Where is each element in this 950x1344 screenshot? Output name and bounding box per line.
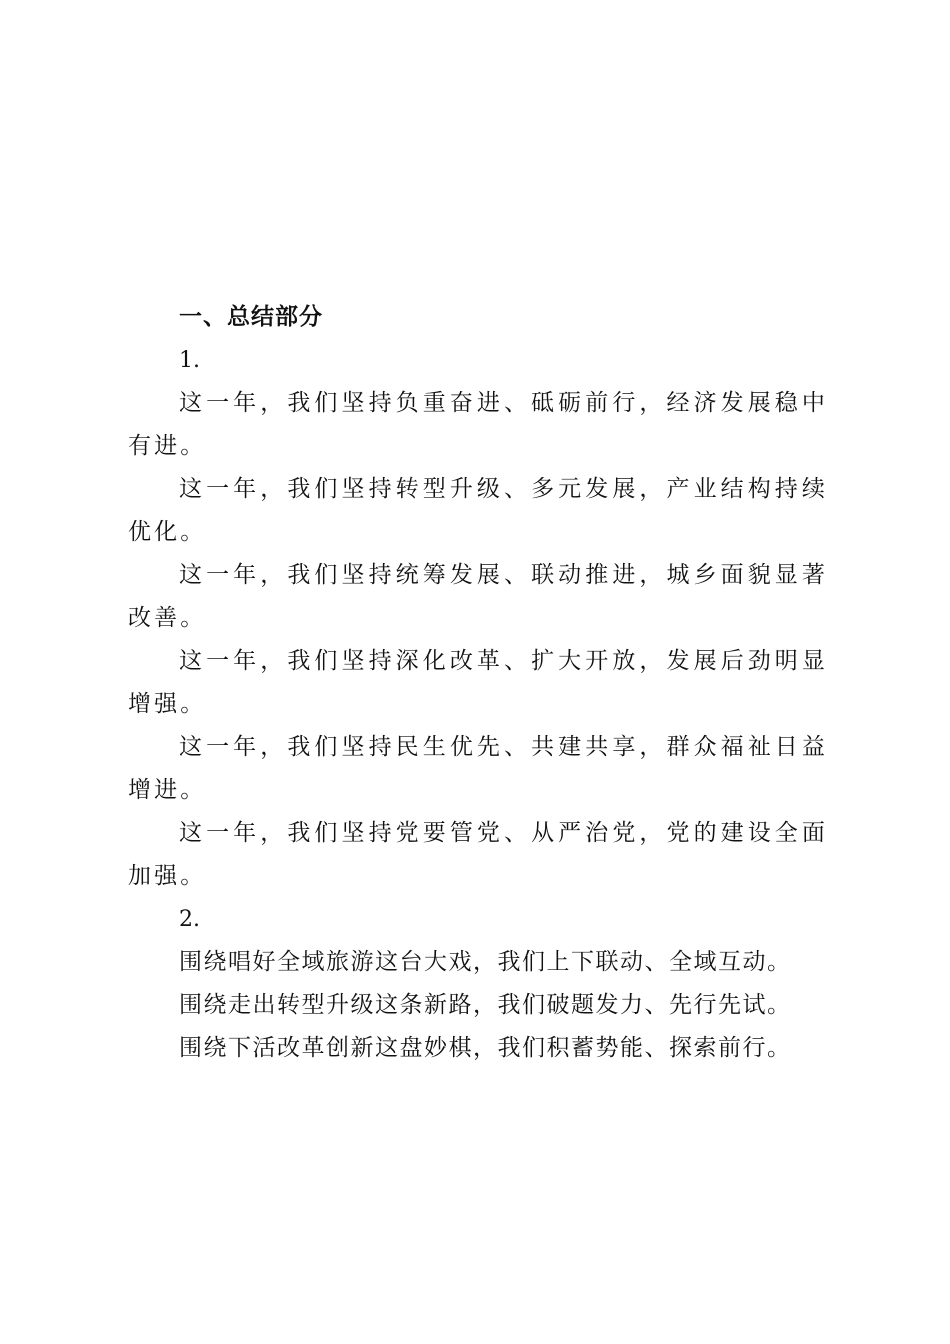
section-2-number: 2. [179, 907, 200, 932]
paragraph-2: 这一年，我们坚持转型升级、多元发展，产业结构持续优化。 [128, 476, 828, 545]
document-body [128, 296, 828, 1070]
section-1-number: 1. [179, 348, 200, 373]
paragraph-1: 这一年，我们坚持负重奋进、砥砺前行，经济发展稳中有进。 [128, 390, 828, 459]
paragraph-5: 这一年，我们坚持民生优先、共建共享，群众福祉日益增进。 [128, 734, 828, 803]
paragraph-4: 这一年，我们坚持深化改革、扩大开放，发展后劲明显增强。 [128, 648, 828, 717]
section-2-line-2: 围绕走出转型升级这条新路，我们破题发力、先行先试。 [179, 992, 792, 1018]
section-2-line-3: 围绕下活改革创新这盘妙棋，我们积蓄势能、探索前行。 [179, 1035, 792, 1061]
section-heading: 一、总结部分 [179, 304, 323, 330]
paragraph-6: 这一年，我们坚持党要管党、从严治党，党的建设全面加强。 [128, 820, 828, 889]
paragraph-3: 这一年，我们坚持统筹发展、联动推进，城乡面貌显著改善。 [128, 562, 828, 631]
section-2-line-1: 围绕唱好全域旅游这台大戏，我们上下联动、全域互动。 [179, 949, 792, 975]
